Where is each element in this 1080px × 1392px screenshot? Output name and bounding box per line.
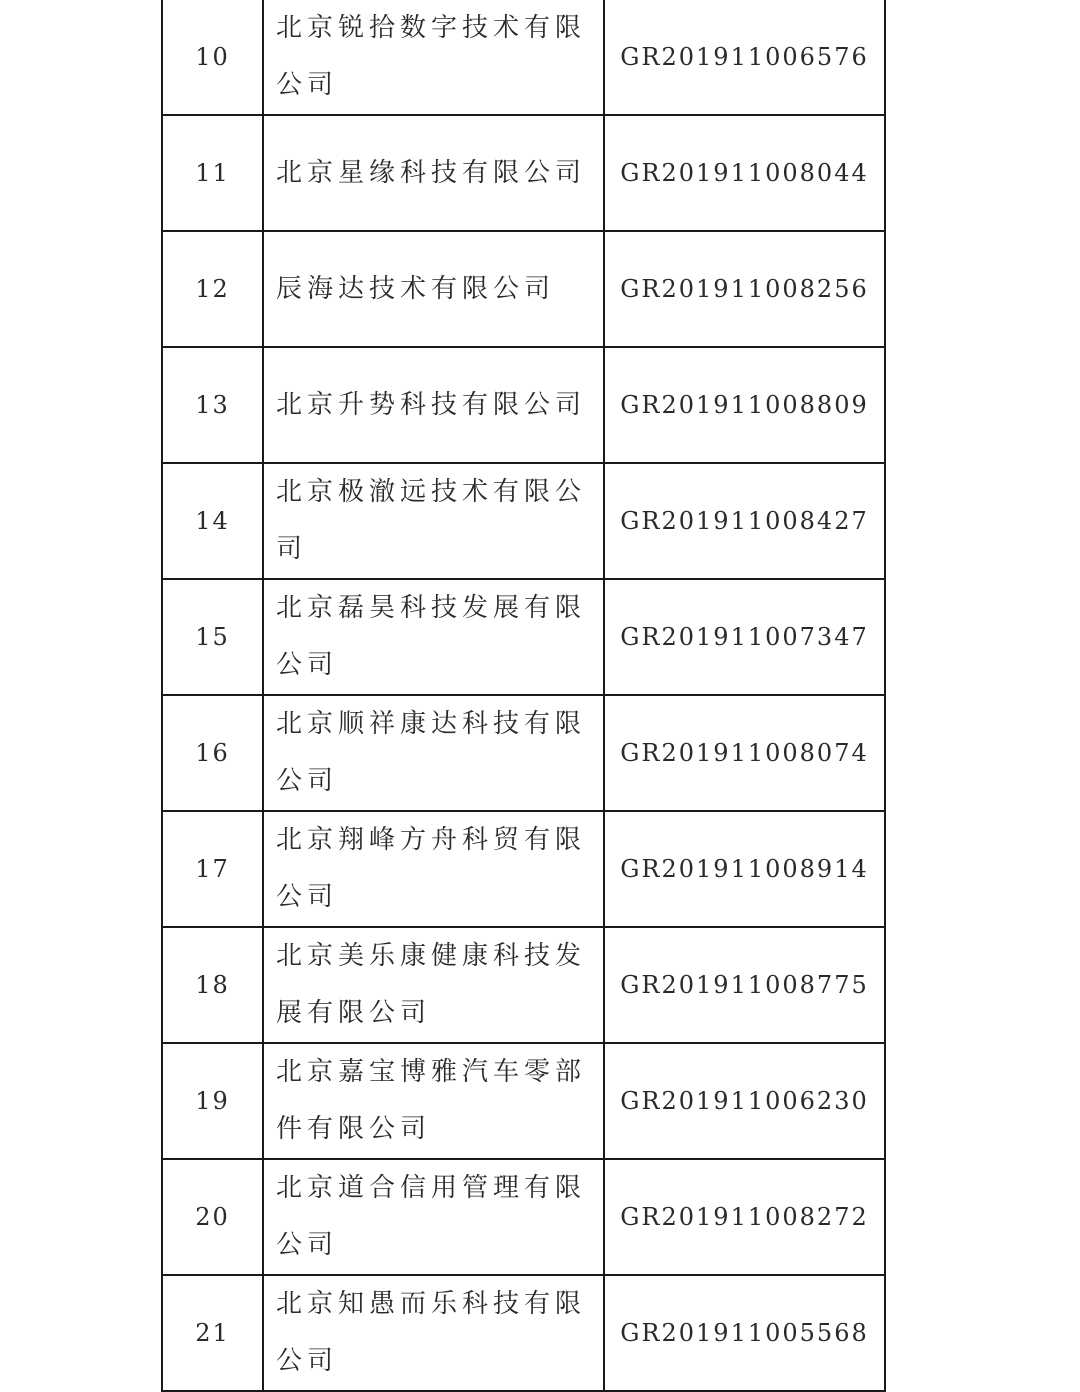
- row-index: 21: [162, 1275, 263, 1391]
- table-row: [162, 1159, 885, 1275]
- certificate-number: GR201911008427: [604, 463, 885, 579]
- company-name: 北京道合信用管理有限公司: [263, 1159, 604, 1275]
- row-index: 16: [162, 695, 263, 811]
- table-row: [162, 1275, 885, 1391]
- company-name: 北京极澈远技术有限公司: [263, 463, 604, 579]
- row-index: 19: [162, 1043, 263, 1159]
- company-name: 北京翔峰方舟科贸有限公司: [263, 811, 604, 927]
- company-name: 北京顺祥康达科技有限公司: [263, 695, 604, 811]
- table-body: [162, 0, 885, 1391]
- certificate-number: GR201911008809: [604, 347, 885, 463]
- table-row: [162, 1043, 885, 1159]
- row-index: 14: [162, 463, 263, 579]
- certificate-number: GR201911007347: [604, 579, 885, 695]
- table-row: [162, 695, 885, 811]
- row-index: 15: [162, 579, 263, 695]
- company-table: [161, 0, 886, 1392]
- table-row: [162, 927, 885, 1043]
- company-name: 北京嘉宝博雅汽车零部件有限公司: [263, 1043, 604, 1159]
- table-row: [162, 463, 885, 579]
- company-name: 北京锐拾数字技术有限公司: [263, 0, 604, 115]
- company-name: 北京美乐康健康科技发展有限公司: [263, 927, 604, 1043]
- row-index: 20: [162, 1159, 263, 1275]
- table-row: [162, 811, 885, 927]
- row-index: 17: [162, 811, 263, 927]
- company-name: 北京知愚而乐科技有限公司: [263, 1275, 604, 1391]
- certificate-number: GR201911008272: [604, 1159, 885, 1275]
- table-row: [162, 347, 885, 463]
- row-index: 13: [162, 347, 263, 463]
- table-row: [162, 115, 885, 231]
- company-name: 辰海达技术有限公司: [263, 231, 604, 347]
- certificate-number: GR201911008074: [604, 695, 885, 811]
- certificate-number: GR201911008914: [604, 811, 885, 927]
- certificate-number: GR201911008775: [604, 927, 885, 1043]
- row-index: 11: [162, 115, 263, 231]
- company-name: 北京星缘科技有限公司: [263, 115, 604, 231]
- table-row: [162, 231, 885, 347]
- row-index: 12: [162, 231, 263, 347]
- row-index: 18: [162, 927, 263, 1043]
- certificate-number: GR201911008044: [604, 115, 885, 231]
- table-row: [162, 579, 885, 695]
- company-name: 北京磊昊科技发展有限公司: [263, 579, 604, 695]
- table-row: [162, 0, 885, 115]
- certificate-number: GR201911006576: [604, 0, 885, 115]
- row-index: 10: [162, 0, 263, 115]
- certificate-number: GR201911008256: [604, 231, 885, 347]
- company-name: 北京升势科技有限公司: [263, 347, 604, 463]
- certificate-number: GR201911006230: [604, 1043, 885, 1159]
- certificate-number: GR201911005568: [604, 1275, 885, 1391]
